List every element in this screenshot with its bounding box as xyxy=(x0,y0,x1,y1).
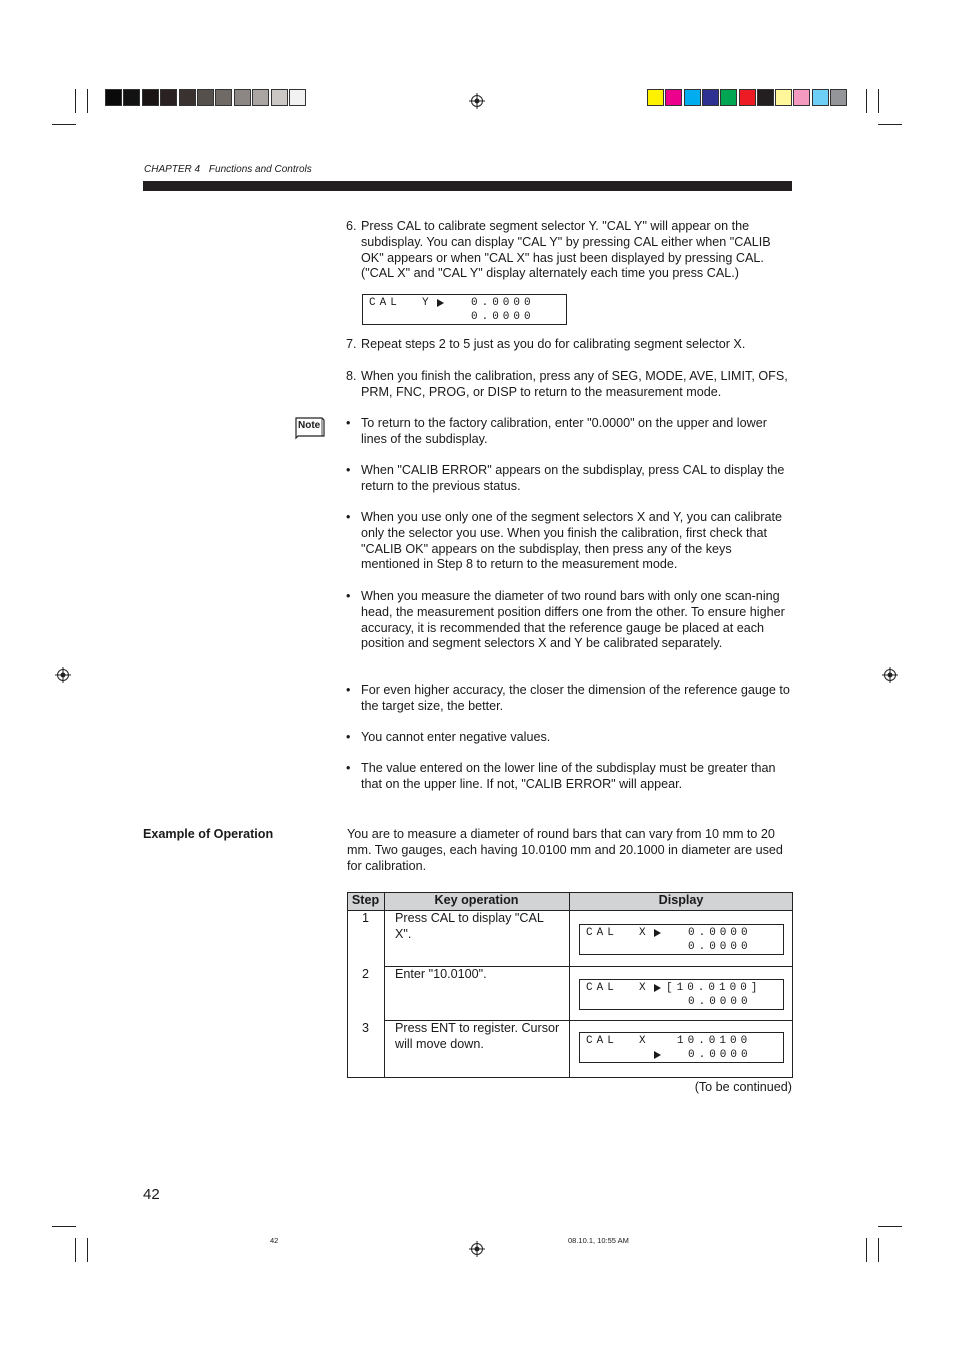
color-swatch xyxy=(647,89,664,106)
column-header-display: Display xyxy=(569,892,793,910)
operation-table xyxy=(347,892,793,1078)
step-cell: 1 xyxy=(361,911,369,925)
bullet-text: To return to the factory calibration, enter "0.0000" on the upper and lower lines of the subdisplay. xyxy=(361,416,767,446)
grayscale-swatch xyxy=(160,89,177,106)
step-text: When you finish the calibration, press any of SEG, MODE, AVE, LIMIT, OFS, PRM, FNC, PROG, or DISP to return to the measurement mode. xyxy=(361,369,788,399)
grayscale-swatch xyxy=(215,89,232,106)
color-swatch xyxy=(812,89,829,106)
display-label: CAL X xyxy=(586,1035,650,1047)
key-operation-cell: Press CAL to display "CAL X". xyxy=(395,911,544,941)
display-lower-value: 0.0000 xyxy=(688,941,752,953)
section-heading: Example of Operation xyxy=(143,827,274,841)
bullet-dot: • xyxy=(346,761,351,775)
column-header-key-operation: Key operation xyxy=(384,892,569,910)
bullet-text: The value entered on the lower line of the subdisplay must be greater than that on the upper line. If not, "CALIB ERROR" will appear. xyxy=(361,761,776,791)
color-swatch xyxy=(793,89,810,106)
bullet-text: When "CALIB ERROR" appears on the subdisplay, press CAL to display the return to the previous status. xyxy=(361,463,785,493)
display-label: CAL X xyxy=(586,982,650,994)
color-swatch xyxy=(665,89,682,106)
display-upper-value: 0.0000 xyxy=(688,927,752,939)
step-cell: 2 xyxy=(361,967,369,981)
continued-note: (To be continued) xyxy=(694,1080,792,1094)
registration-mark-icon xyxy=(55,667,71,683)
grayscale-swatch xyxy=(123,89,140,106)
key-operation-cell: Press ENT to register. Cursor will move down. xyxy=(395,1021,560,1051)
page-number: 42 xyxy=(143,1186,160,1203)
step-number: 7. xyxy=(346,337,357,351)
grayscale-swatch xyxy=(271,89,288,106)
note-label: Note xyxy=(298,420,321,431)
display-lower-value: 0.0000 xyxy=(471,311,535,323)
bullet-dot: • xyxy=(346,463,351,477)
grayscale-swatch xyxy=(234,89,251,106)
footer-page-ref: 42 xyxy=(270,1236,279,1245)
color-swatch xyxy=(684,89,701,106)
grayscale-swatch xyxy=(179,89,196,106)
step-cell: 3 xyxy=(361,1021,369,1035)
bullet-dot: • xyxy=(346,589,351,603)
cursor-arrow-icon xyxy=(654,983,661,995)
column-header-step: Step xyxy=(347,892,384,910)
bullet-text: You cannot enter negative values. xyxy=(361,730,551,744)
color-swatch xyxy=(739,89,756,106)
grayscale-swatch xyxy=(105,89,122,106)
registration-mark-icon xyxy=(469,1241,485,1257)
cursor-arrow-icon xyxy=(654,1050,661,1062)
display-upper-value: [10.0100] xyxy=(666,982,762,994)
chapter-title: Functions and Controls xyxy=(208,164,312,175)
cursor-arrow-icon xyxy=(654,928,661,940)
color-swatch xyxy=(720,89,737,106)
color-swatch xyxy=(830,89,847,106)
bullet-dot: • xyxy=(346,683,351,697)
subdisplay-cal-y xyxy=(362,294,567,325)
subdisplay-row-1 xyxy=(579,924,784,955)
bullet-dot: • xyxy=(346,416,351,430)
grayscale-swatch xyxy=(252,89,269,106)
subdisplay-row-3 xyxy=(579,1032,784,1063)
color-swatch xyxy=(775,89,792,106)
note-icon xyxy=(294,416,326,440)
bullet-text: For even higher accuracy, the closer the dimension of the reference gauge to the target size, the better. xyxy=(361,683,790,713)
bullet-text: When you use only one of the segment selectors X and Y, you can calibrate only the selector you use. When you finish the calibration, first check that "CALIB OK" appears on the subdisplay, then press any of the keys mentioned in Step 8 to return to the measurement mode. xyxy=(361,510,782,572)
display-upper-value: 0.0000 xyxy=(471,297,535,309)
step-text: Press CAL to calibrate segment selector Y. "CAL Y" will appear on the subdisplay. You can display "CAL Y" by pressing CAL either when "CALIB OK" appears or when "CAL X" has just been displayed by pressing CAL. ("CAL X" and "CAL Y" display alternately each time you press CAL.) xyxy=(361,219,771,281)
display-label: CAL Y xyxy=(369,297,433,309)
registration-mark-icon xyxy=(882,667,898,683)
grayscale-swatch xyxy=(289,89,306,106)
example-intro: You are to measure a diameter of round bars that can vary from 10 mm to 20 mm. Two gauges, each having 10.0100 mm and 20.1000 in diameter are used for calibration. xyxy=(347,827,783,873)
step-text: Repeat steps 2 to 5 just as you do for calibrating segment selector X. xyxy=(361,337,746,351)
header-rule xyxy=(143,181,792,191)
display-label: CAL X xyxy=(586,927,650,939)
bullet-dot: • xyxy=(346,730,351,744)
cursor-arrow-icon xyxy=(437,298,444,310)
subdisplay-row-2 xyxy=(579,979,784,1010)
footer-timestamp: 08.10.1, 10:55 AM xyxy=(568,1236,629,1245)
display-lower-value: 0.0000 xyxy=(688,996,752,1008)
grayscale-swatch xyxy=(142,89,159,106)
grayscale-swatch xyxy=(197,89,214,106)
color-swatch xyxy=(757,89,774,106)
bullet-text: When you measure the diameter of two round bars with only one scan-ning head, the measurement position differs one from the other. To ensure higher accuracy, it is recommended that the reference gauge be placed at each position and segment selectors X and Y be calibrated separately. xyxy=(361,589,785,651)
step-number: 6. xyxy=(346,219,357,233)
display-lower-value: 0.0000 xyxy=(688,1049,752,1061)
display-upper-value: 10.0100 xyxy=(677,1035,752,1047)
chapter-header xyxy=(144,164,318,175)
chapter-number: CHAPTER 4 xyxy=(144,164,201,175)
bullet-dot: • xyxy=(346,510,351,524)
color-swatch xyxy=(702,89,719,106)
step-number: 8. xyxy=(346,369,357,383)
key-operation-cell: Enter "10.0100". xyxy=(395,967,487,981)
registration-mark-icon xyxy=(469,93,485,109)
